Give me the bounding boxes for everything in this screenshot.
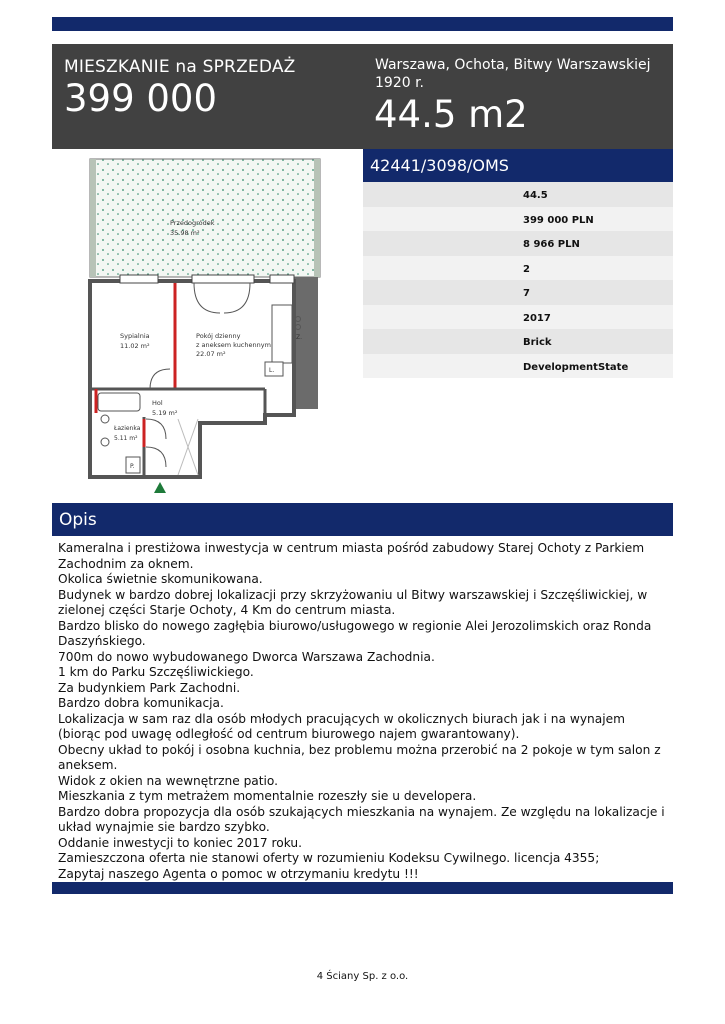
details-row: 399 000 PLN xyxy=(363,207,673,232)
living-label: Pokój dzienny xyxy=(196,332,241,340)
details-table xyxy=(363,182,673,378)
floor-plan xyxy=(60,157,350,502)
description-line: Widok z okien na wewnętrzne patio. xyxy=(58,773,279,788)
details-row: Brick xyxy=(363,329,673,354)
description-line: 700m do nowo wybudowanego Dworca Warszawa Zachodnia. xyxy=(58,649,435,664)
description-line: Bardzo dobra komunikacja. xyxy=(58,696,224,710)
description-line: Okolica świetnie skomunikowana. xyxy=(58,572,263,586)
description-line: 1 km do Parku Szczęśliwickiego. xyxy=(58,665,254,679)
garden-area-label: 35.98 m² xyxy=(170,229,200,237)
bottom-band xyxy=(52,882,673,894)
details-row: 2 xyxy=(363,256,673,281)
footer-company: 4 Ściany Sp. z o.o. xyxy=(316,971,409,982)
garden-area xyxy=(90,159,320,277)
living-sub-label: z aneksem kuchennym xyxy=(196,341,271,349)
details-row: 44.5 xyxy=(363,182,673,207)
bedroom-label: Sypialnia xyxy=(120,332,150,340)
fridge-label: L. xyxy=(269,367,275,374)
cabinet-label: Z. xyxy=(296,334,303,341)
details-row: 7 xyxy=(363,280,673,305)
description-heading: Opis xyxy=(52,503,673,536)
bedroom-area-label: 11.02 m² xyxy=(120,342,150,350)
description-line: Lokalizacja w sam raz dla osób młodych pracujących w okolicznych biurach jak i na wynajem (biorąc pod uwagę odległość od centrum biurowego najem gwarantowany). xyxy=(58,711,626,741)
description-line: Mieszkania z tym metrażem momentalnie rozeszły sie u developera. xyxy=(58,789,477,803)
description-line: Zamieszczona oferta nie stanowi oferty w rozumieniu Kodeksu Cywilnego. licencja 4355; xyxy=(58,851,600,865)
listing-header xyxy=(52,44,673,149)
hall-label: Hol xyxy=(152,399,163,407)
listing-area: 44.5 m2 xyxy=(374,93,528,136)
details-row: DevelopmentState xyxy=(363,354,673,379)
details-row: 8 966 PLN xyxy=(363,231,673,256)
description-line: Budynek w bardzo dobrej lokalizacji przy skrzyżowaniu ul Bitwy warszawskiej i Szczęśliwickiej, w zielonej części Starje Ochoty, 4 Km do centrum miasta. xyxy=(58,587,648,617)
living-area-label: 22.07 m² xyxy=(196,350,226,358)
description-line: Oddanie inwestycji to koniec 2017 roku. xyxy=(58,835,303,850)
description-line: Bardzo dobra propozycja dla osób szukających mieszkania na wynajem. Ze względu na lokalizacje i układ wynajmie sie bardzo szybko. xyxy=(58,804,665,834)
listing-reference: 42441/3098/OMS xyxy=(363,149,673,182)
description-line: Kameralna i prestiżowa inwestycja w centrum miasta pośród zabudowy Starej Ochoty z Parkiem Zachodnim za oknem. xyxy=(58,541,645,571)
description-line: Obecny układ to pokój i osobna kuchnia, bez problemu można przerobić na 2 pokoje w tym salon z aneksem. xyxy=(58,742,661,772)
bath-area-label: 5.11 m² xyxy=(114,435,138,442)
listing-type: MIESZKANIE na SPRZEDAŻ xyxy=(64,57,296,77)
description-line: Za budynkiem Park Zachodni. xyxy=(58,680,241,695)
entrance-arrow-icon xyxy=(154,482,166,493)
top-band xyxy=(52,17,673,31)
details-row: 2017 xyxy=(363,305,673,330)
description-line: Zapytaj naszego Agenta o pomoc w otrzymaniu kredytu !!! xyxy=(58,866,419,881)
hall-area-label: 5.19 m² xyxy=(152,409,178,417)
listing-price: 399 000 xyxy=(64,77,218,120)
listing-address: Warszawa, Ochota, Bitwy Warszawskiej 1920 r. xyxy=(375,57,651,91)
garden-label: Przedogródek xyxy=(170,219,215,227)
description-body xyxy=(58,541,670,882)
closet-label: P. xyxy=(130,463,135,470)
description-line: Bardzo blisko do nowego zagłębia biurowo/usługowego w regionie Alei Jerozolimskich oraz Ronda Daszyńskiego. xyxy=(58,618,652,648)
bath-label: Łazienka xyxy=(114,425,141,432)
